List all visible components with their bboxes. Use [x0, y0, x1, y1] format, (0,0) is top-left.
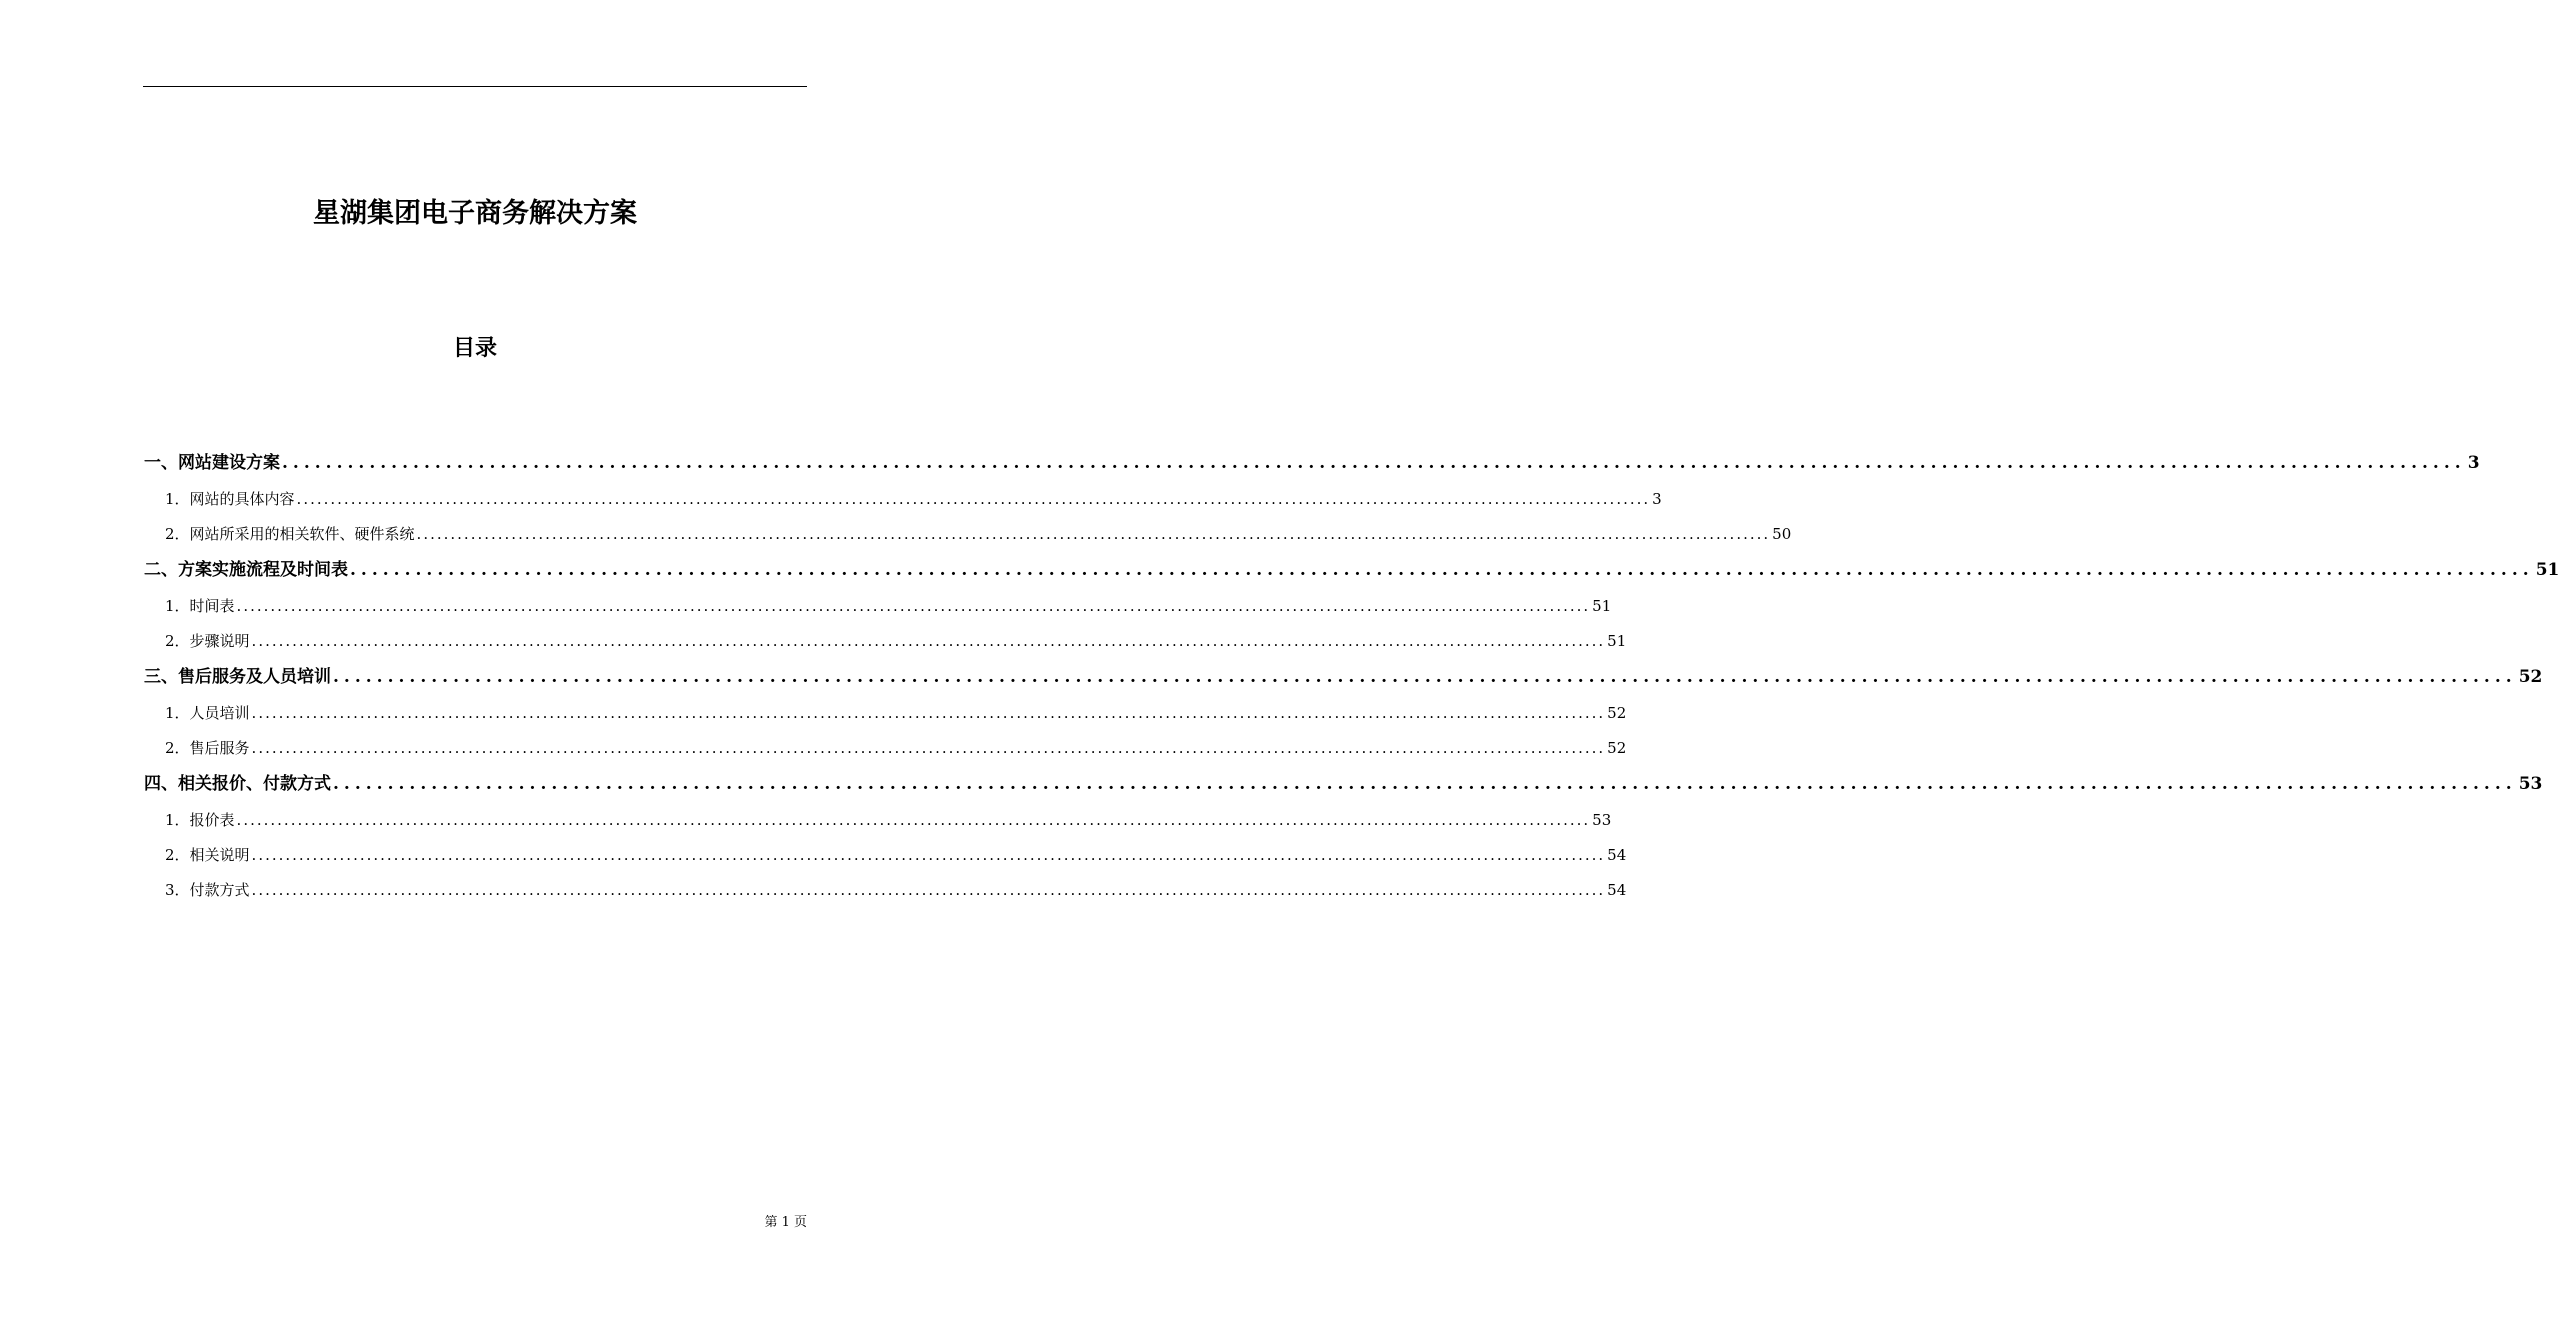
- toc-entry-page: 52: [1607, 704, 1627, 722]
- toc-entry[interactable]: [165, 589, 1612, 623]
- toc-entry-label: 2．网站所采用的相关软件、硬件系统: [165, 525, 415, 543]
- toc-entry[interactable]: [165, 696, 1627, 730]
- toc-entry-page: 3: [1652, 490, 1662, 508]
- toc-entry-page: 51: [1592, 597, 1612, 615]
- toc-entry-page: 52: [1607, 739, 1627, 757]
- toc-entry-label: 1．人员培训: [165, 704, 250, 722]
- toc-entry-page: 51: [2535, 560, 2559, 580]
- toc-entry-label: 1．网站的具体内容: [165, 490, 295, 508]
- header-rule: [143, 86, 807, 87]
- toc-entry-page: 54: [1607, 846, 1627, 864]
- toc-leader-dots: ........................................................................................................................................................................................................: [333, 774, 2517, 794]
- toc-entry[interactable]: [165, 517, 1792, 551]
- toc-entry-label: 四、相关报价、付款方式: [144, 774, 331, 794]
- document-title: 星湖集团电子商务解决方案: [313, 198, 637, 229]
- toc-entry-label: 2．步骤说明: [165, 632, 250, 650]
- toc-leader-dots: ........................................................................................................................................................................................................: [236, 597, 1591, 615]
- toc-entry-page: 50: [1772, 525, 1792, 543]
- toc-leader-dots: ........................................................................................................................................................................................................: [251, 704, 1606, 722]
- toc-entry-label: 1．报价表: [165, 811, 235, 829]
- toc-entry-label: 3．付款方式: [165, 881, 250, 899]
- toc-entry[interactable]: [165, 803, 1612, 837]
- toc-leader-dots: ........................................................................................................................................................................................................: [251, 846, 1606, 864]
- toc-entry-label: 二、方案实施流程及时间表: [144, 560, 348, 580]
- toc-leader-dots: ........................................................................................................................................................................................................: [251, 632, 1606, 650]
- toc-entry-label: 一、网站建设方案: [144, 453, 280, 473]
- toc-entry[interactable]: [144, 767, 2543, 801]
- toc-entry-label: 1．时间表: [165, 597, 235, 615]
- toc-leader-dots: ........................................................................................................................................................................................................: [333, 667, 2517, 687]
- toc-entry[interactable]: [144, 446, 2480, 480]
- toc-entry[interactable]: [165, 838, 1627, 872]
- toc-leader-dots: ........................................................................................................................................................................................................: [282, 453, 2466, 473]
- toc-entry[interactable]: [165, 482, 1662, 516]
- toc-entry[interactable]: [144, 660, 2543, 694]
- toc-entry-page: 3: [2467, 453, 2480, 473]
- toc-entry[interactable]: [165, 731, 1627, 765]
- toc-entry[interactable]: [165, 873, 1627, 907]
- toc-entry-page: 53: [1592, 811, 1612, 829]
- toc-entry-label: 2．相关说明: [165, 846, 250, 864]
- toc-entry-label: 2．售后服务: [165, 739, 250, 757]
- toc-entry-page: 54: [1607, 881, 1627, 899]
- toc-leader-dots: ........................................................................................................................................................................................................: [350, 560, 2534, 580]
- toc-entry-label: 三、售后服务及人员培训: [144, 667, 331, 687]
- toc-entry-page: 52: [2518, 667, 2543, 687]
- toc-entry[interactable]: [144, 553, 2559, 587]
- page-number: 第 1 页: [764, 1215, 807, 1230]
- toc-leader-dots: ........................................................................................................................................................................................................: [251, 739, 1606, 757]
- toc-leader-dots: ........................................................................................................................................................................................................: [296, 490, 1651, 508]
- toc-leader-dots: ........................................................................................................................................................................................................: [416, 525, 1771, 543]
- toc-leader-dots: ........................................................................................................................................................................................................: [251, 881, 1606, 899]
- toc-entry[interactable]: [165, 624, 1627, 658]
- toc-leader-dots: ........................................................................................................................................................................................................: [236, 811, 1591, 829]
- toc-entry-page: 53: [2518, 774, 2543, 794]
- toc-entry-page: 51: [1607, 632, 1627, 650]
- toc-heading: 目录: [452, 336, 497, 361]
